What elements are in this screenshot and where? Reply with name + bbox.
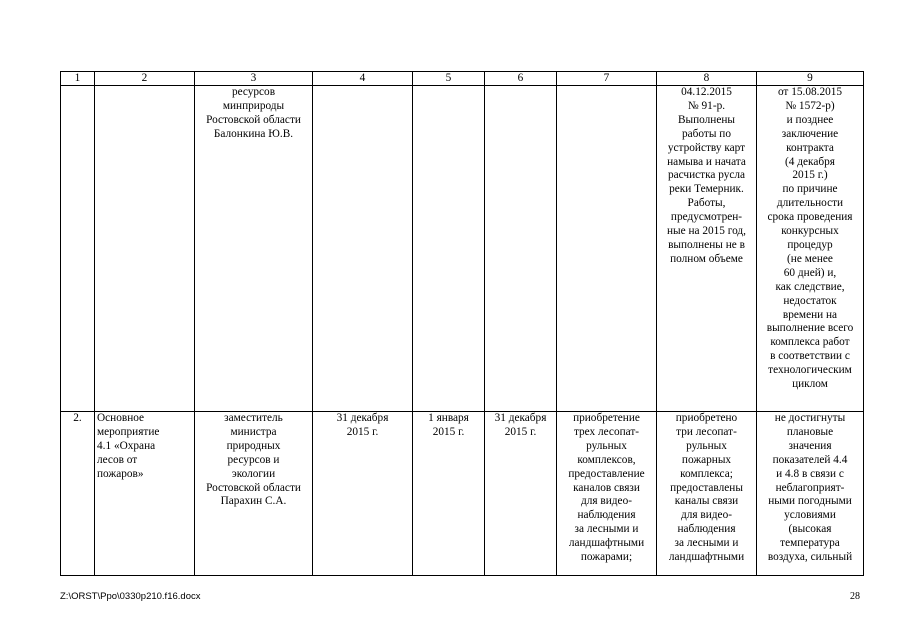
table-cell-reasons: не достигнуты плановые значения показателей 4.4 и 4.8 в связи с неблагоприят- ными погодными условиями (высокая температура воздуха, сильный: [757, 412, 864, 576]
footer-file-path: Z:\ORST\Ppo\0330p210.f16.docx: [60, 591, 201, 602]
table-cell-actual-start: 1 января 2015 г.: [413, 412, 485, 576]
table-row: [61, 86, 864, 412]
table-cell-measure: Основное мероприятие 4.1 «Охрана лесов от пожаров»: [95, 412, 195, 576]
column-header-6: 6: [485, 72, 557, 86]
table-cell-planned-result: [557, 86, 657, 412]
column-header-2: 2: [95, 72, 195, 86]
column-header-5: 5: [413, 72, 485, 86]
table-cell-planned-result: приобретение трех лесопат- рульных комплексов, предоставление каналов связи для видео- наблюдения за лесными и ландшафтными пожарами;: [557, 412, 657, 576]
table-cell-measure: [95, 86, 195, 412]
table-cell-number: [61, 86, 95, 412]
table-cell-actual-result: приобретено три лесопат- рульных пожарных комплекса; предоставлены каналы связи для видео- наблюдения за лесными и ландшафтными: [657, 412, 757, 576]
table-row: [61, 412, 864, 576]
column-header-7: 7: [557, 72, 657, 86]
table-cell-actual-start: [413, 86, 485, 412]
column-header-3: 3: [195, 72, 313, 86]
table-cell-actual-end: [485, 86, 557, 412]
column-header-4: 4: [313, 72, 413, 86]
header-row: [61, 72, 864, 86]
table-cell-planned-end: 31 декабря 2015 г.: [313, 412, 413, 576]
report-table: [60, 71, 864, 576]
column-header-8: 8: [657, 72, 757, 86]
table-cell-planned-end: [313, 86, 413, 412]
table-cell-reasons: от 15.08.2015 № 1572-р) и позднее заключение контракта (4 декабря 2015 г.) по причине длительности срока проведения конкурсных процедур (не менее 60 дней) и, как следствие, недостаток времени на выполнение всего комплекса работ в соответствии с технологическим циклом: [757, 86, 864, 412]
page-number: 28: [850, 591, 860, 602]
table-cell-actual-end: 31 декабря 2015 г.: [485, 412, 557, 576]
table-cell-responsible: ресурсов минприроды Ростовской области Балонкина Ю.В.: [195, 86, 313, 412]
table-cell-number: 2.: [61, 412, 95, 576]
column-header-1: 1: [61, 72, 95, 86]
table-cell-responsible: заместитель министра природных ресурсов и экологии Ростовской области Парахин С.А.: [195, 412, 313, 576]
column-header-9: 9: [757, 72, 864, 86]
table-cell-actual-result: 04.12.2015 № 91-р. Выполнены работы по устройству карт намыва и начата расчистка русла реки Темерник. Работы, предусмотрен- ные на 2015 год, выполнены не в полном объеме: [657, 86, 757, 412]
